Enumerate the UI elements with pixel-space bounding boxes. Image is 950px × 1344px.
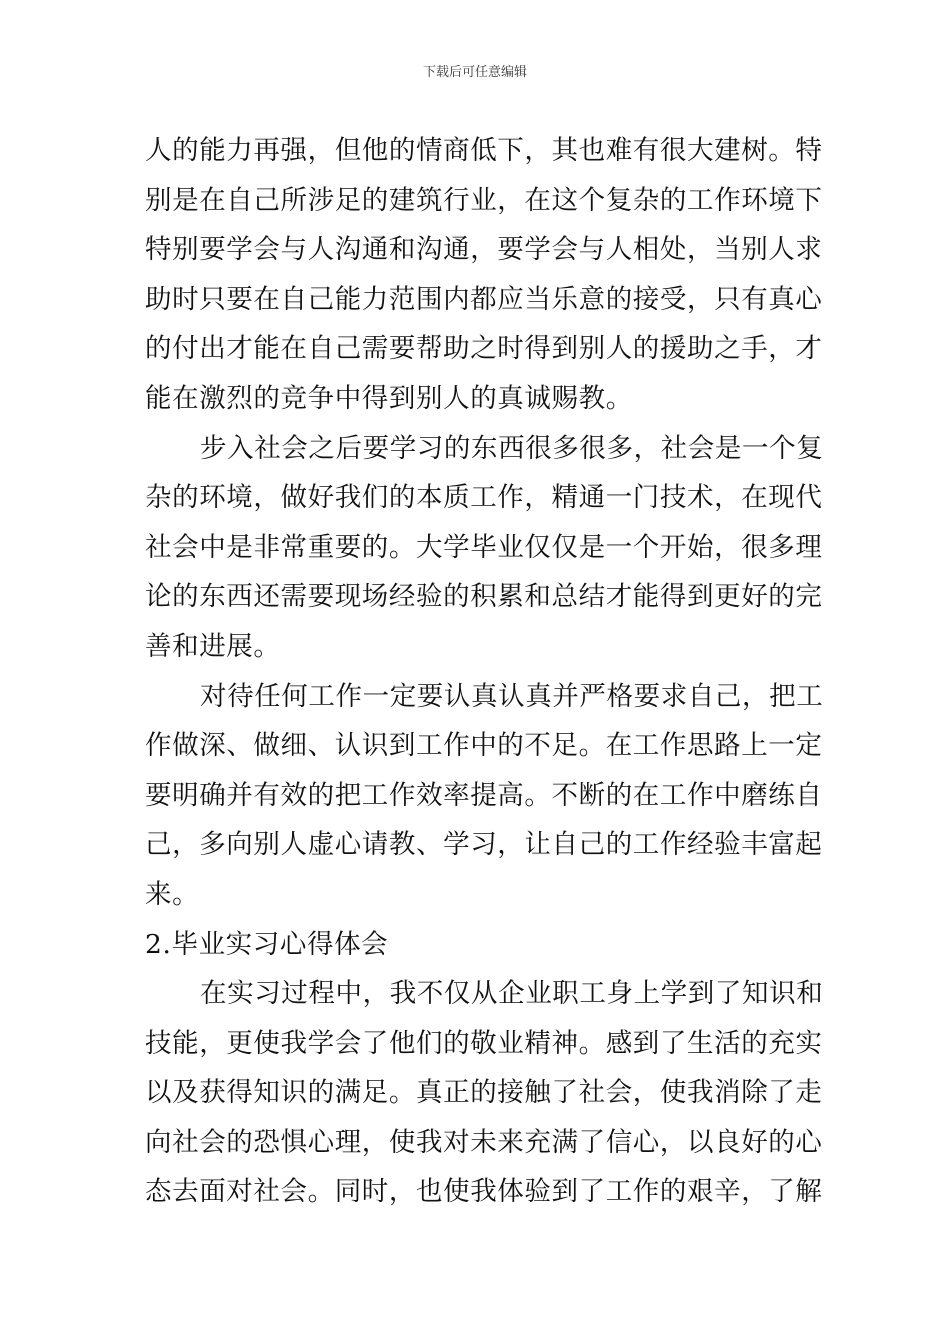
body-line: 特别要学会与人沟通和沟通，要学会与人相处，当别人求	[145, 234, 823, 266]
body-line: 态去面对社会。同时，也使我体验到了工作的艰辛，了解	[145, 1176, 823, 1208]
paragraph-first-line: 对待任何工作一定要认真认真并严格要求自己，把工	[200, 680, 824, 712]
body-line: 要明确并有效的把工作效率提高。不断的在工作中磨练自	[145, 779, 823, 811]
body-line: 杂的环境，做好我们的本质工作，精通一门技术，在现代	[145, 482, 823, 514]
page-header: 下载后可任意编辑	[422, 65, 527, 80]
body-line: 善和进展。	[145, 630, 281, 662]
body-line: 向社会的恐惧心理，使我对未来充满了信心，以良好的心	[145, 1126, 823, 1158]
body-line: 助时只要在自己能力范围内都应当乐意的接受，只有真心	[145, 283, 823, 315]
body-line: 论的东西还需要现场经验的积累和总结才能得到更好的完	[145, 581, 823, 613]
body-line: 作做深、做细、认识到工作中的不足。在工作思路上一定	[145, 730, 823, 762]
body-line: 社会中是非常重要的。大学毕业仅仅是一个开始，很多理	[145, 531, 823, 563]
body-line: 别是在自己所涉足的建筑行业，在这个复杂的工作环境下	[145, 184, 823, 216]
paragraph-first-line: 在实习过程中，我不仅从企业职工身上学到了知识和	[200, 978, 824, 1010]
body-line: 己，多向别人虚心请教、学习，让自己的工作经验丰富起	[145, 829, 823, 861]
body-line: 来。	[145, 878, 200, 910]
document-body	[145, 126, 824, 1217]
section-heading: 2.毕业实习心得体会	[145, 928, 389, 960]
body-line: 人的能力再强，但他的情商低下，其也难有很大建树。特	[145, 135, 823, 166]
body-line: 能在激烈的竞争中得到别人的真诚赐教。	[145, 382, 633, 414]
body-line: 的付出才能在自己需要帮助之时得到别人的援助之手，才	[145, 333, 823, 365]
paragraph-first-line: 步入社会之后要学习的东西很多很多，社会是一个复	[200, 432, 824, 464]
body-line: 技能，更使我学会了他们的敬业精神。感到了生活的充实	[145, 1027, 823, 1059]
body-line: 以及获得知识的满足。真正的接触了社会，使我消除了走	[145, 1077, 823, 1109]
